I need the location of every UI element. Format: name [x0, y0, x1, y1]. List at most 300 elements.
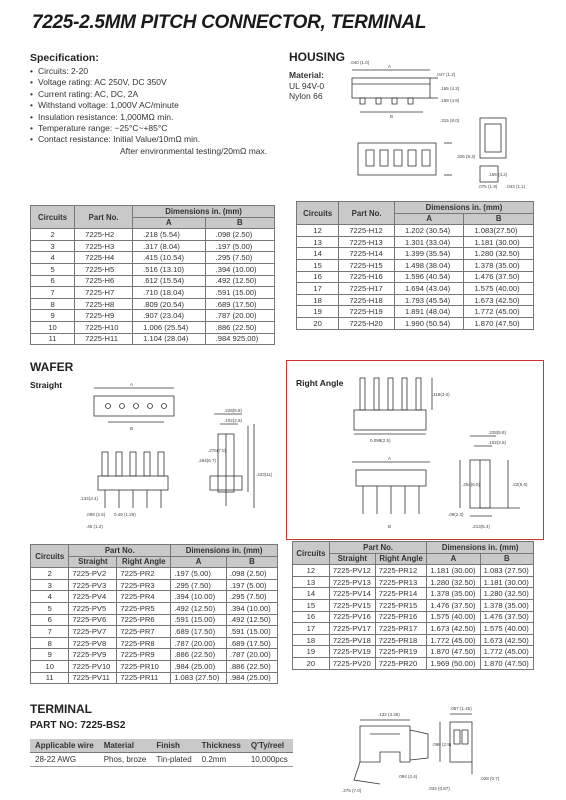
- col-header: Dimensions in. (mm): [394, 202, 533, 214]
- cell: 7225-H13: [339, 236, 395, 248]
- cell: 19: [297, 306, 339, 318]
- dim-label: .09(2.3): [448, 512, 464, 517]
- cell: 7225-H15: [339, 259, 395, 271]
- cell: 7225-H19: [339, 306, 395, 318]
- cell: 1.378 (35.00): [427, 588, 480, 600]
- cell: Phos, broze: [99, 753, 152, 767]
- cell: 7225-H2: [75, 229, 133, 241]
- dim-label: .118(3.0): [432, 392, 450, 397]
- dim-label: .134(3.4): [80, 496, 99, 501]
- cell: 7225-PV16: [329, 611, 375, 623]
- cell: 12: [293, 565, 330, 577]
- material-line: UL 94V-0: [289, 80, 325, 91]
- dim-label: .043 (1.1): [506, 184, 526, 189]
- cell: 11: [31, 333, 75, 345]
- spec-item: • Current rating: AC, DC, 2A: [30, 89, 285, 100]
- cell: 7225-H11: [75, 333, 133, 345]
- cell: 7225-PV15: [329, 599, 375, 611]
- cell: 7225-PR12: [375, 565, 427, 577]
- cell: 3: [31, 579, 69, 591]
- cell: 8: [31, 298, 75, 310]
- cell: 1.399 (35.54): [394, 248, 464, 260]
- straight-label: Straight: [30, 380, 63, 390]
- straight-wafer-drawing: [78, 376, 278, 536]
- spec-item: • Insulation resistance: 1,000MΩ min.: [30, 112, 285, 123]
- dim-label: B: [130, 426, 134, 431]
- cell: 1.772 (45.00): [464, 306, 534, 318]
- table-row: [297, 236, 534, 248]
- cell: 1.990 (50.54): [394, 317, 464, 329]
- cell: 1.575 (40.00): [427, 611, 480, 623]
- dim-label: .075 (1.9): [478, 184, 498, 189]
- col-header: Circuits: [31, 545, 69, 568]
- cell: 7225-H10: [75, 321, 133, 333]
- cell: 7225-PV4: [69, 591, 117, 603]
- cell: 7225-PV8: [69, 637, 117, 649]
- cell: 7225-PR9: [117, 649, 171, 661]
- right-angle-wafer-drawing: [320, 366, 540, 536]
- col-header: Circuits: [31, 206, 75, 229]
- cell: 1.083 (27.50): [480, 565, 533, 577]
- col-header: Right Angle: [117, 556, 171, 568]
- spec-item: • Withstand voltage: 1,000V AC/minute: [30, 100, 285, 111]
- cell: 7225-H14: [339, 248, 395, 260]
- cell: .689 (17.50): [205, 298, 274, 310]
- cell: 7225-PR7: [117, 626, 171, 638]
- table-row: [297, 294, 534, 306]
- dim-label: B: [390, 114, 394, 119]
- dim-label: .094 (2.4): [398, 774, 418, 779]
- col-header: Straight: [69, 556, 117, 568]
- col-header: B: [480, 553, 533, 565]
- table-row: [31, 240, 275, 252]
- table-row: [31, 287, 275, 299]
- wafer-table-left: [30, 544, 278, 684]
- wafer-table-right: [292, 541, 534, 670]
- dim-label: .433(11): [256, 472, 273, 477]
- dim-label: .189 (4.8): [440, 98, 460, 103]
- cell: 10,000pcs: [246, 753, 293, 767]
- dim-label: .228(5.8): [488, 430, 507, 435]
- col-header: A: [133, 217, 205, 229]
- cell: .689 (17.50): [171, 626, 227, 638]
- cell: 7225-H16: [339, 271, 395, 283]
- cell: 12: [297, 225, 339, 237]
- table-row: [31, 614, 278, 626]
- cell: 1.476 (37.50): [464, 271, 534, 283]
- cell: .492 (12.50): [205, 275, 274, 287]
- cell: 9: [31, 649, 69, 661]
- table-row: [293, 634, 534, 646]
- cell: 7225-H7: [75, 287, 133, 299]
- spec-item-text: Contact resistance: Initial Value/10mΩ min.: [38, 134, 201, 145]
- cell: 2: [31, 229, 75, 241]
- cell: 4: [31, 252, 75, 264]
- table-row: [297, 283, 534, 295]
- cell: 1.202 (30.54): [394, 225, 464, 237]
- cell: .197 (5.00): [205, 240, 274, 252]
- cell: 7225-PR13: [375, 576, 427, 588]
- col-header: Dimensions in. (mm): [133, 206, 275, 218]
- cell: 7225-H6: [75, 275, 133, 287]
- cell: 13: [297, 236, 339, 248]
- col-header: A: [394, 213, 464, 225]
- cell: 1.378 (35.00): [464, 259, 534, 271]
- cell: .197 (5.00): [226, 579, 277, 591]
- col-header: Dimensions in. (mm): [171, 545, 278, 557]
- table-row: [31, 637, 278, 649]
- cell: 7225-H8: [75, 298, 133, 310]
- cell: 7225-PR17: [375, 623, 427, 635]
- cell: 7225-H20: [339, 317, 395, 329]
- cell: 1.104 (28.04): [133, 333, 205, 345]
- dim-label: .132 (3.35): [378, 712, 400, 717]
- cell: 1.301 (33.04): [394, 236, 464, 248]
- cell: 7: [31, 287, 75, 299]
- cell: .984 (25.00): [171, 660, 227, 672]
- cell: 7225-H18: [339, 294, 395, 306]
- table-row: [31, 660, 278, 672]
- cell: 1.694 (43.04): [394, 283, 464, 295]
- cell: .907 (23.04): [133, 310, 205, 322]
- cell: 11: [31, 672, 69, 684]
- dim-label: .276(7.0): [208, 448, 227, 453]
- cell: 8: [31, 637, 69, 649]
- cell: 7225-PV19: [329, 646, 375, 658]
- cell: 7225-PR15: [375, 599, 427, 611]
- cell: 7225-PV13: [329, 576, 375, 588]
- cell: 17: [297, 283, 339, 295]
- col-header: Part No.: [329, 542, 427, 554]
- cell: 7: [31, 626, 69, 638]
- table-row: [293, 599, 534, 611]
- cell: 1.181 (30.00): [427, 565, 480, 577]
- cell: .516 (13.10): [133, 263, 205, 275]
- cell: 19: [293, 646, 330, 658]
- dim-label: .098 (2.5): [86, 512, 106, 517]
- dim-label: A: [388, 64, 392, 69]
- table-row: [297, 317, 534, 329]
- cell: 1.969 (50.00): [427, 657, 480, 669]
- cell: 7225-PV12: [329, 565, 375, 577]
- cell: .394 (10.00): [171, 591, 227, 603]
- col-header: Thickness: [197, 739, 246, 753]
- table-row: [31, 626, 278, 638]
- terminal-part-no: PART NO: 7225-BS2: [30, 720, 126, 731]
- cell: 7225-PR3: [117, 579, 171, 591]
- dim-label: .102(2.6): [224, 418, 243, 423]
- cell: 1.870 (47.50): [480, 657, 533, 669]
- housing-drawing: [340, 58, 550, 198]
- cell: 1.006 (25.54): [133, 321, 205, 333]
- cell: 7225-PV2: [69, 568, 117, 580]
- col-header: A: [171, 556, 227, 568]
- table-row: [31, 602, 278, 614]
- dim-label: .057 (1.45): [450, 706, 472, 711]
- cell: 7225-PV14: [329, 588, 375, 600]
- cell: 1.280 (32.50): [464, 248, 534, 260]
- cell: 1.476 (37.50): [480, 611, 533, 623]
- cell: 1.575 (40.00): [480, 623, 533, 635]
- cell: 7225-PV9: [69, 649, 117, 661]
- cell: 7225-PV6: [69, 614, 117, 626]
- table-row: [293, 588, 534, 600]
- cell: 6: [31, 614, 69, 626]
- cell: 20: [297, 317, 339, 329]
- cell: 1.673 (42.50): [427, 623, 480, 635]
- dim-label: A: [130, 382, 134, 387]
- table-row: [297, 306, 534, 318]
- material-label: Material:: [289, 70, 324, 80]
- cell: 1.870 (47.50): [427, 646, 480, 658]
- table-row: [297, 271, 534, 283]
- page-title: 7225-2.5MM PITCH CONNECTOR, TERMINAL: [32, 12, 427, 33]
- cell: .787 (20.00): [205, 310, 274, 322]
- cell: 1.870 (47.50): [464, 317, 534, 329]
- cell: 1.181 (30.00): [464, 236, 534, 248]
- cell: 7225-PR18: [375, 634, 427, 646]
- cell: 7225-H12: [339, 225, 395, 237]
- cell: 7225-PV7: [69, 626, 117, 638]
- cell: 14: [297, 248, 339, 260]
- cell: 5: [31, 263, 75, 275]
- dim-label: B: [388, 524, 392, 529]
- cell: .710 (18.04): [133, 287, 205, 299]
- cell: 1.476 (37.50): [427, 599, 480, 611]
- terminal-drawing: [340, 700, 540, 796]
- cell: .492 (12.50): [171, 602, 227, 614]
- cell: 14: [293, 588, 330, 600]
- col-header: Finish: [151, 739, 196, 753]
- cell: 7225-PR11: [117, 672, 171, 684]
- cell: 1.772 (45.00): [480, 646, 533, 658]
- cell: 7225-PR19: [375, 646, 427, 658]
- terminal-title: TERMINAL: [30, 702, 92, 716]
- table-row: [31, 252, 275, 264]
- cell: .591 (15.00): [171, 614, 227, 626]
- cell: 6: [31, 275, 75, 287]
- cell: 7225-H3: [75, 240, 133, 252]
- right-angle-label: Right Angle: [296, 378, 344, 388]
- housing-title: HOUSING: [289, 50, 346, 64]
- table-row: [297, 248, 534, 260]
- col-header: Part No.: [75, 206, 133, 229]
- cell: 2: [31, 568, 69, 580]
- table-row: [31, 310, 275, 322]
- cell: 7225-PV3: [69, 579, 117, 591]
- col-header: Part No.: [339, 202, 395, 225]
- cell: .394 (10.00): [226, 602, 277, 614]
- spec-item: [30, 134, 285, 157]
- col-header: Circuits: [297, 202, 339, 225]
- cell: 1.772 (45.00): [427, 634, 480, 646]
- spec-heading: Specification:: [30, 52, 99, 64]
- dim-label: A: [388, 456, 392, 461]
- dim-label: 0.098(2.5): [370, 438, 391, 443]
- dim-label: .165 (4.2): [488, 172, 508, 177]
- col-header: B: [464, 213, 534, 225]
- cell: .098 (2.50): [205, 229, 274, 241]
- col-header: Right Angle: [375, 553, 427, 565]
- cell: .787 (20.00): [226, 649, 277, 661]
- dim-label: .165 (4.2): [440, 86, 460, 91]
- table-row: [293, 623, 534, 635]
- spec-continuation: After environmental testing/20mΩ max.: [120, 145, 268, 156]
- cell: Tin-plated: [151, 753, 196, 767]
- table-row: [31, 579, 278, 591]
- cell: .886 (22.50): [171, 649, 227, 661]
- dim-label: .275 (7.0): [342, 788, 362, 793]
- cell: 0.2mm: [197, 753, 246, 767]
- dim-label: .028 (0.7): [480, 776, 500, 781]
- cell: 10: [31, 660, 69, 672]
- dim-label: .254(6.5): [462, 482, 481, 487]
- cell: .317 (8.04): [133, 240, 205, 252]
- table-row: [31, 568, 278, 580]
- terminal-table: [30, 739, 293, 767]
- dim-label: .264(6.7): [198, 458, 217, 463]
- table-row: [31, 672, 278, 684]
- dim-label: .45 (1.2): [86, 524, 103, 529]
- table-row: [31, 321, 275, 333]
- cell: 7225-PR8: [117, 637, 171, 649]
- cell: 7225-H17: [339, 283, 395, 295]
- col-header: Dimensions in. (mm): [427, 542, 534, 554]
- cell: 7225-PV20: [329, 657, 375, 669]
- cell: .197 (5.00): [171, 568, 227, 580]
- dim-label: .040 (1.0): [350, 60, 370, 65]
- cell: 18: [297, 294, 339, 306]
- cell: 16: [293, 611, 330, 623]
- cell: 7225-PV11: [69, 672, 117, 684]
- cell: 28-22 AWG: [30, 753, 99, 767]
- spec-list: [30, 66, 285, 157]
- table-row: [297, 259, 534, 271]
- cell: .984 925.00): [205, 333, 274, 345]
- wafer-title: WAFER: [30, 360, 74, 374]
- cell: 1.498 (38.04): [394, 259, 464, 271]
- cell: 1.280 (32.50): [480, 588, 533, 600]
- cell: 7225-PV18: [329, 634, 375, 646]
- cell: 7225-PR14: [375, 588, 427, 600]
- cell: .295 (7.50): [205, 252, 274, 264]
- housing-material: [289, 70, 324, 102]
- cell: 20: [293, 657, 330, 669]
- cell: .886 (22.50): [226, 660, 277, 672]
- dim-label: 0.49 (1.25): [114, 512, 136, 517]
- specification-block: [30, 52, 285, 157]
- table-row: [31, 591, 278, 603]
- cell: 7225-PR6: [117, 614, 171, 626]
- cell: 15: [297, 259, 339, 271]
- table-row: [293, 657, 534, 669]
- cell: 16: [297, 271, 339, 283]
- cell: .218 (5.54): [133, 229, 205, 241]
- table-row: [31, 275, 275, 287]
- cell: 1.596 (40.54): [394, 271, 464, 283]
- cell: 9: [31, 310, 75, 322]
- cell: 1.891 (48.04): [394, 306, 464, 318]
- col-header: Applicable wire: [30, 739, 99, 753]
- table-row: [31, 229, 275, 241]
- table-row: [293, 646, 534, 658]
- cell: .809 (20.54): [133, 298, 205, 310]
- table-row: [293, 565, 534, 577]
- cell: 7225-PR4: [117, 591, 171, 603]
- table-row: [297, 225, 534, 237]
- cell: 7225-PV17: [329, 623, 375, 635]
- cell: 7225-PR16: [375, 611, 427, 623]
- col-header: Part No.: [69, 545, 171, 557]
- cell: 13: [293, 576, 330, 588]
- cell: 7225-PR2: [117, 568, 171, 580]
- cell: .689 (17.50): [226, 637, 277, 649]
- cell: .591 (15.00): [226, 626, 277, 638]
- dim-label: .22(5.6): [512, 482, 528, 487]
- cell: 7225-PR10: [117, 660, 171, 672]
- cell: 1.673 (42.50): [464, 294, 534, 306]
- cell: 1.575 (40.00): [464, 283, 534, 295]
- cell: 1.280 (32.50): [427, 576, 480, 588]
- cell: .612 (15.54): [133, 275, 205, 287]
- cell: 7225-PR5: [117, 602, 171, 614]
- table-row: [31, 333, 275, 345]
- cell: .098 (2.50): [226, 568, 277, 580]
- dim-label: .315 (8.0): [440, 118, 460, 123]
- table-row: [30, 753, 293, 767]
- cell: 10: [31, 321, 75, 333]
- cell: 7225-PR20: [375, 657, 427, 669]
- col-header: B: [226, 556, 277, 568]
- col-header: B: [205, 217, 274, 229]
- spec-item: • Temperature range: −25°C~+85°C: [30, 123, 285, 134]
- cell: 7225-PV5: [69, 602, 117, 614]
- cell: 7225-H4: [75, 252, 133, 264]
- cell: 1.083 (27.50): [171, 672, 227, 684]
- spec-item: • Circuits: 2-20: [30, 66, 285, 77]
- cell: .886 (22.50): [205, 321, 274, 333]
- cell: .295 (7.50): [171, 579, 227, 591]
- cell: 18: [293, 634, 330, 646]
- cell: .295 (7.50): [226, 591, 277, 603]
- table-row: [31, 649, 278, 661]
- cell: .492 (12.50): [226, 614, 277, 626]
- dim-label: .034 (0.87): [428, 786, 450, 791]
- table-row: [293, 576, 534, 588]
- col-header: Circuits: [293, 542, 330, 565]
- dim-label: .326 (8.3): [456, 154, 476, 159]
- cell: .984 (25.00): [226, 672, 277, 684]
- material-line: Nylon 66: [289, 91, 323, 101]
- cell: .415 (10.54): [133, 252, 205, 264]
- table-row: [31, 298, 275, 310]
- cell: 15: [293, 599, 330, 611]
- cell: 1.181 (30.00): [480, 576, 533, 588]
- cell: 7225-H5: [75, 263, 133, 275]
- dim-label: .047 (1.2): [436, 72, 456, 77]
- spec-item: • Voltage rating: AC 250V, DC 350V: [30, 77, 285, 88]
- cell: .394 (10.00): [205, 263, 274, 275]
- cell: 3: [31, 240, 75, 252]
- col-header: Material: [99, 739, 152, 753]
- cell: 4: [31, 591, 69, 603]
- dim-label: .228(5.8): [224, 408, 243, 413]
- dim-label: .102(2.6): [488, 440, 507, 445]
- col-header: Straight: [329, 553, 375, 565]
- dim-label: .213(5.4): [472, 524, 491, 529]
- table-row: [31, 263, 275, 275]
- col-header: A: [427, 553, 480, 565]
